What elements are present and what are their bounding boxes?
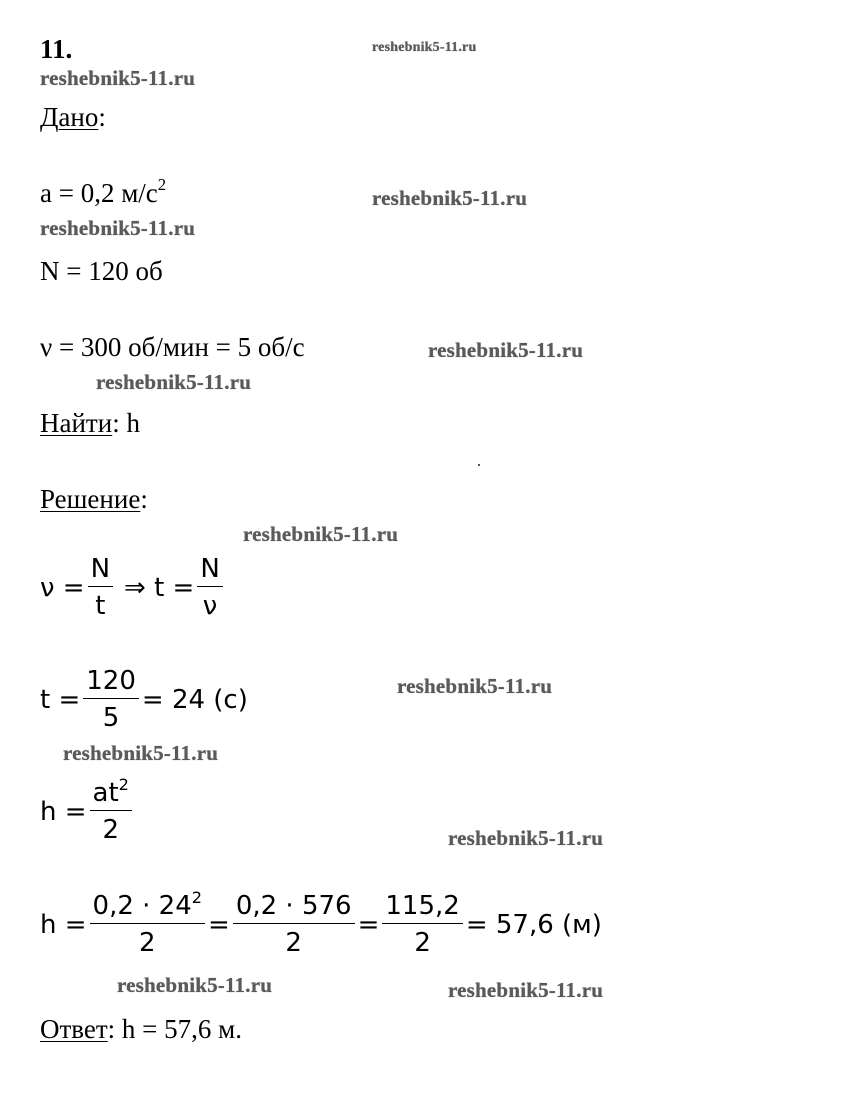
numerator-text: 0,2 · 24 [92,891,192,921]
eq4-rhs: = 57,6 (м) [465,909,602,940]
acceleration-exponent: 2 [157,175,167,194]
numerator-exponent: 2 [118,775,129,794]
denominator: 2 [139,928,156,958]
watermark: reshebnik5-11.ru [372,40,477,55]
watermark: reshebnik5-11.ru [117,973,273,997]
numerator: N [200,554,220,584]
equation-frequency [40,556,226,619]
given-acceleration [40,175,167,208]
watermark: reshebnik5-11.ru [448,826,604,850]
solution-colon: : [140,484,148,514]
solution-heading: Решение [40,484,141,514]
find-line [40,410,140,437]
fraction [83,668,139,731]
acceleration-text: a = 0,2 м/с [40,178,158,208]
watermark: reshebnik5-11.ru [448,978,604,1002]
fraction [197,556,222,619]
denominator: t [95,591,106,621]
numerator: N [90,554,111,584]
numerator [90,775,132,810]
answer-line [40,1016,242,1043]
denominator: ν [202,591,218,621]
numerator: 115,2 [385,891,460,921]
denominator: 2 [285,928,302,958]
given-heading-line [40,104,106,131]
fraction [90,888,205,958]
watermark: reshebnik5-11.ru [63,741,219,765]
denominator: 5 [102,703,120,733]
eq3-lhs: h = [40,796,87,827]
eq1-implies: ⇒ t = [124,572,195,603]
equals-sign: = [208,909,230,940]
watermark: reshebnik5-11.ru [96,370,252,394]
find-heading: Найти [40,408,113,438]
fraction [88,556,113,619]
watermark: reshebnik5-11.ru [40,66,196,90]
watermark: reshebnik5-11.ru [397,674,553,698]
denominator: 2 [102,815,119,845]
fraction [90,775,132,845]
equation-height-formula [40,775,135,845]
answer-value: : h = 57,6 м. [107,1014,242,1044]
numerator: 0,2 · 576 [235,891,352,921]
stray-dot [478,464,480,466]
numerator: 120 [86,666,136,696]
given-colon: : [98,102,106,132]
given-frequency: ν = 300 об/мин = 5 об/с [40,332,305,362]
eq1-lhs: ν = [40,572,85,603]
watermark: reshebnik5-11.ru [40,216,196,240]
equation-height-value [40,888,602,958]
watermark: reshebnik5-11.ru [428,338,584,362]
watermark: reshebnik5-11.ru [243,522,399,546]
eq2-rhs: = 24 (с) [141,684,248,715]
fraction [233,893,355,956]
find-value: : h [112,408,140,438]
eq2-lhs: t = [40,684,81,715]
numerator-text: at [92,778,119,808]
numerator [90,888,205,923]
numerator-exponent: 2 [191,888,203,907]
problem-number: 11. [40,34,73,64]
solution-heading-line [40,486,148,513]
eq4-lhs: h = [40,909,87,940]
fraction [382,893,462,956]
equation-time [40,668,248,731]
given-heading: Дано [40,102,99,132]
watermark: reshebnik5-11.ru [372,186,528,210]
denominator: 2 [414,928,431,958]
equals-sign: = [357,909,380,940]
given-revolutions: N = 120 об [40,256,163,286]
answer-heading: Ответ [40,1014,108,1044]
